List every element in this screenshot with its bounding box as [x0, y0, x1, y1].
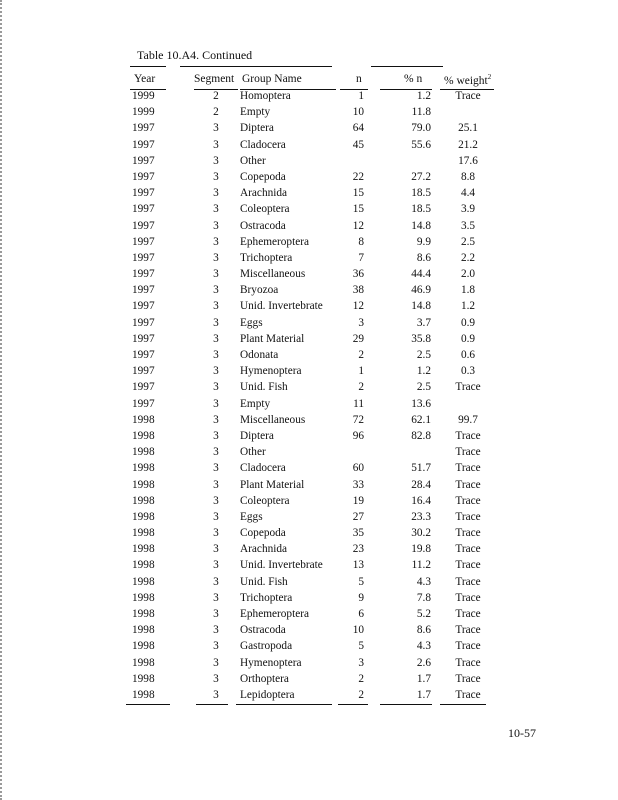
cell-year: 1998 [132, 688, 155, 701]
table-row [0, 445, 618, 461]
cell-group-name: Cladocera [240, 462, 286, 475]
cell-year: 1998 [132, 640, 155, 653]
cell-group-name: Unid. Invertebrate [240, 559, 323, 572]
cell-year: 1998 [132, 591, 155, 604]
table-row [0, 575, 618, 591]
bottom-rule [126, 704, 170, 705]
table-row [0, 186, 618, 202]
cell-group-name: Unid. Fish [240, 575, 288, 588]
cell-group-name: Eggs [240, 510, 263, 523]
cell-pct-weight: Trace [455, 527, 481, 540]
cell-n: 5 [358, 575, 364, 588]
cell-group-name: Empty [240, 397, 271, 410]
cell-pct-weight: Trace [455, 688, 481, 701]
cell-group-name: Empty [240, 106, 271, 119]
cell-pct-weight: Trace [455, 608, 481, 620]
cell-segment: 3 [213, 235, 219, 248]
cell-year: 1998 [132, 446, 155, 459]
cell-year: 1998 [132, 413, 155, 426]
cell-pct-n: 1.2 [416, 365, 431, 378]
cell-group-name: Ephemeroptera [240, 608, 310, 620]
cell-year: 1998 [132, 478, 155, 491]
cell-pct-weight: 0.9 [460, 316, 476, 329]
cell-segment: 3 [213, 494, 219, 507]
table-row [0, 672, 618, 688]
cell-year: 1997 [132, 187, 155, 200]
cell-pct-n: 2.5 [416, 349, 431, 361]
cell-group-name: Plant Material [240, 478, 305, 491]
cell-group-name: Hymenoptera [240, 656, 302, 669]
cell-group-name: Unid. Invertebrate [240, 300, 323, 313]
cell-pct-n: 51.7 [411, 462, 431, 475]
cell-pct-weight: 99.7 [458, 413, 478, 426]
cell-group-name: Orthoptera [240, 672, 289, 685]
table-row [0, 235, 618, 251]
cell-pct-weight: 3.5 [460, 219, 476, 232]
cell-pct-weight: 2.5 [460, 235, 476, 248]
cell-group-name: Lepidoptera [240, 688, 295, 701]
table-row [0, 429, 618, 445]
table-row [0, 105, 618, 121]
table-row [0, 267, 618, 283]
cell-segment: 3 [213, 575, 219, 588]
cell-pct-n: 44.4 [411, 268, 431, 281]
cell-segment: 3 [213, 559, 219, 572]
cell-year: 1998 [132, 429, 155, 442]
cell-pct-weight: Trace [455, 591, 481, 604]
cell-pct-weight: Trace [455, 381, 481, 394]
cell-segment: 3 [213, 478, 219, 491]
cell-group-name: Copepoda [240, 170, 286, 183]
cell-pct-n: 3.7 [416, 316, 431, 329]
header-pct-n: % n [404, 73, 423, 85]
cell-pct-weight: Trace [455, 640, 481, 653]
table-row [0, 251, 618, 267]
cell-pct-n: 18.5 [411, 187, 431, 200]
cell-n: 29 [352, 332, 364, 345]
cell-year: 1997 [132, 138, 155, 151]
cell-segment: 3 [213, 672, 219, 685]
cell-pct-n: 35.8 [411, 332, 431, 345]
cell-year: 1997 [132, 219, 155, 232]
cell-pct-weight: 25.1 [458, 122, 478, 135]
cell-group-name: Plant Material [240, 332, 305, 345]
cell-group-name: Other [240, 154, 266, 167]
cell-pct-weight: Trace [455, 575, 481, 588]
cell-group-name: Miscellaneous [240, 268, 306, 281]
cell-pct-n: 79.0 [411, 122, 431, 135]
cell-n: 9 [358, 591, 364, 604]
cell-year: 1997 [132, 154, 155, 167]
cell-segment: 3 [213, 251, 219, 264]
table-row [0, 542, 618, 558]
cell-segment: 3 [213, 170, 219, 183]
cell-pct-weight: 17.6 [458, 154, 478, 167]
cell-n: 8 [358, 235, 364, 248]
cell-n: 23 [352, 543, 364, 556]
cell-segment: 3 [213, 527, 219, 540]
cell-pct-weight: Trace [455, 672, 481, 685]
cell-group-name: Ostracoda [240, 219, 286, 232]
cell-pct-weight: Trace [455, 543, 481, 556]
cell-pct-n: 11.8 [411, 106, 431, 119]
cell-pct-n: 82.8 [411, 429, 431, 442]
cell-year: 1997 [132, 268, 155, 281]
cell-segment: 3 [213, 332, 219, 345]
cell-year: 1998 [132, 608, 155, 620]
cell-pct-n: 5.2 [416, 608, 431, 620]
cell-group-name: Arachnida [240, 187, 288, 200]
table-row [0, 397, 618, 413]
top-rule [130, 66, 166, 67]
table-row [0, 364, 618, 380]
cell-group-name: Miscellaneous [240, 413, 306, 426]
table-row [0, 89, 618, 105]
table-row [0, 623, 618, 639]
cell-pct-weight: 4.4 [460, 187, 476, 200]
cell-pct-n: 8.6 [416, 624, 431, 637]
header-pct-weight [444, 73, 491, 87]
cell-pct-n: 11.2 [411, 559, 431, 572]
cell-year: 1997 [132, 365, 155, 378]
table-row [0, 591, 618, 607]
cell-n: 2 [358, 672, 364, 685]
cell-pct-n: 2.5 [416, 381, 431, 394]
cell-n: 3 [358, 316, 364, 329]
cell-group-name: Bryozoa [240, 284, 279, 297]
cell-year: 1997 [132, 300, 155, 313]
cell-segment: 3 [213, 300, 219, 313]
cell-segment: 3 [213, 462, 219, 475]
cell-group-name: Eggs [240, 316, 263, 329]
cell-segment: 3 [213, 284, 219, 297]
cell-pct-n: 14.8 [411, 219, 431, 232]
cell-n: 12 [352, 300, 364, 313]
cell-pct-n: 23.3 [411, 510, 431, 523]
table-row [0, 510, 618, 526]
cell-pct-n: 16.4 [411, 494, 431, 507]
cell-n: 13 [352, 559, 364, 572]
cell-year: 1997 [132, 122, 155, 135]
cell-year: 1997 [132, 284, 155, 297]
table-row [0, 348, 618, 364]
cell-n: 72 [352, 413, 364, 426]
cell-pct-weight: 2.0 [460, 268, 476, 281]
cell-n: 11 [353, 397, 364, 410]
table-caption: Table 10.A4. Continued [137, 48, 253, 62]
cell-group-name: Ostracoda [240, 624, 286, 637]
cell-year: 1998 [132, 462, 155, 475]
cell-n: 60 [352, 462, 364, 475]
cell-group-name: Trichoptera [240, 591, 293, 604]
bottom-rule [380, 704, 432, 705]
cell-segment: 3 [213, 203, 219, 216]
cell-pct-weight: Trace [455, 656, 481, 669]
bottom-rule [196, 704, 228, 705]
cell-year: 1997 [132, 397, 155, 410]
header-pct-weight-label: % weight [444, 74, 488, 87]
cell-pct-weight: 1.2 [460, 300, 476, 313]
cell-year: 1997 [132, 235, 155, 248]
cell-pct-n: 2.6 [416, 656, 431, 669]
cell-pct-weight: 0.6 [460, 349, 476, 361]
cell-year: 1998 [132, 527, 155, 540]
cell-pct-n: 13.6 [411, 397, 431, 410]
cell-pct-n: 27.2 [411, 170, 431, 183]
footnote-marker: 2 [487, 73, 492, 81]
cell-pct-n: 9.9 [416, 235, 431, 248]
table-row [0, 283, 618, 299]
cell-n: 2 [358, 688, 364, 701]
cell-segment: 3 [213, 543, 219, 556]
cell-segment: 3 [213, 316, 219, 329]
table-row [0, 202, 618, 218]
cell-pct-weight: 0.3 [460, 365, 476, 378]
cell-year: 1998 [132, 510, 155, 523]
table-row [0, 154, 618, 170]
cell-pct-n: 46.9 [411, 284, 431, 297]
cell-n: 15 [352, 187, 364, 200]
bottom-rule [338, 704, 368, 705]
cell-n: 19 [352, 494, 364, 507]
table-row [0, 316, 618, 332]
cell-pct-n: 4.3 [416, 575, 431, 588]
top-rule [180, 66, 332, 67]
cell-pct-weight: Trace [455, 90, 481, 102]
cell-group-name: Unid. Fish [240, 381, 288, 394]
cell-segment: 3 [213, 656, 219, 669]
cell-segment: 3 [213, 365, 219, 378]
cell-group-name: Odonata [240, 349, 279, 361]
cell-pct-weight: Trace [455, 494, 481, 507]
cell-pct-weight: 1.8 [460, 284, 476, 297]
cell-year: 1999 [132, 106, 155, 119]
cell-group-name: Cladocera [240, 138, 286, 151]
cell-n: 36 [352, 268, 364, 281]
table-row [0, 413, 618, 429]
table-row [0, 558, 618, 574]
cell-n: 1 [358, 365, 364, 378]
cell-group-name: Coleoptera [240, 494, 290, 507]
cell-year: 1997 [132, 316, 155, 329]
cell-pct-weight: Trace [455, 478, 481, 491]
cell-group-name: Hymenoptera [240, 365, 302, 378]
cell-n: 45 [352, 138, 364, 151]
cell-n: 2 [358, 381, 364, 394]
cell-n: 96 [352, 429, 364, 442]
table-row [0, 219, 618, 235]
cell-n: 38 [352, 284, 364, 297]
cell-n: 10 [352, 624, 364, 637]
table-row [0, 380, 618, 396]
cell-pct-weight: Trace [455, 559, 481, 572]
cell-segment: 3 [213, 268, 219, 281]
cell-segment: 3 [213, 154, 219, 167]
cell-pct-weight: 8.8 [460, 170, 476, 183]
cell-group-name: Trichoptera [240, 251, 293, 264]
table-row [0, 138, 618, 154]
cell-n: 27 [352, 510, 364, 523]
cell-year: 1998 [132, 559, 155, 572]
table-row [0, 121, 618, 137]
cell-n: 6 [358, 608, 364, 620]
cell-year: 1997 [132, 381, 155, 394]
cell-year: 1997 [132, 332, 155, 345]
cell-segment: 3 [213, 624, 219, 637]
cell-n: 7 [358, 251, 364, 264]
cell-year: 1998 [132, 543, 155, 556]
cell-pct-weight: Trace [455, 446, 481, 459]
cell-pct-weight: Trace [455, 510, 481, 523]
cell-year: 1998 [132, 624, 155, 637]
table-body [0, 89, 618, 704]
cell-pct-n: 8.6 [416, 251, 431, 264]
cell-pct-n: 62.1 [411, 413, 431, 426]
cell-segment: 3 [213, 510, 219, 523]
cell-group-name: Gastropoda [240, 640, 293, 653]
table-row [0, 170, 618, 186]
page-number: 10-57 [508, 726, 536, 740]
cell-pct-weight: Trace [455, 624, 481, 637]
cell-pct-n: 1.2 [416, 90, 431, 102]
cell-pct-n: 28.4 [411, 478, 431, 491]
cell-n: 33 [352, 478, 364, 491]
cell-segment: 3 [213, 429, 219, 442]
cell-n: 12 [352, 219, 364, 232]
cell-n: 5 [358, 640, 364, 653]
cell-group-name: Copepoda [240, 527, 286, 540]
top-rule [371, 66, 443, 67]
cell-segment: 2 [213, 106, 219, 119]
table-row [0, 461, 618, 477]
cell-pct-weight: Trace [455, 462, 481, 475]
cell-n: 2 [358, 349, 364, 361]
cell-year: 1999 [132, 90, 155, 102]
cell-segment: 3 [213, 349, 219, 361]
cell-group-name: Diptera [240, 122, 274, 135]
table-row [0, 494, 618, 510]
cell-group-name: Other [240, 446, 266, 459]
cell-year: 1997 [132, 203, 155, 216]
cell-n: 15 [352, 203, 364, 216]
cell-group-name: Coleoptera [240, 203, 290, 216]
cell-n: 64 [352, 122, 364, 135]
table-row [0, 299, 618, 315]
cell-year: 1998 [132, 656, 155, 669]
table-row [0, 332, 618, 348]
cell-group-name: Diptera [240, 429, 274, 442]
cell-segment: 3 [213, 219, 219, 232]
cell-pct-n: 14.8 [411, 300, 431, 313]
cell-year: 1997 [132, 349, 155, 361]
cell-pct-n: 18.5 [411, 203, 431, 216]
cell-segment: 3 [213, 187, 219, 200]
table-row [0, 688, 618, 704]
header-segment: Segment [194, 73, 235, 85]
cell-year: 1997 [132, 251, 155, 264]
cell-year: 1997 [132, 170, 155, 183]
header-group-name: Group Name [242, 73, 302, 85]
table-row [0, 607, 618, 623]
cell-pct-n: 19.8 [411, 543, 431, 556]
cell-group-name: Homoptera [240, 90, 291, 102]
cell-year: 1998 [132, 672, 155, 685]
header-n: n [356, 73, 362, 85]
cell-n: 1 [358, 90, 364, 102]
cell-pct-n: 1.7 [416, 688, 431, 701]
cell-n: 10 [352, 106, 364, 119]
cell-pct-weight: 3.9 [460, 203, 476, 216]
cell-pct-n: 55.6 [411, 138, 431, 151]
cell-n: 22 [352, 170, 364, 183]
header-year: Year [134, 73, 156, 85]
cell-segment: 3 [213, 138, 219, 151]
cell-pct-n: 4.3 [416, 640, 431, 653]
cell-pct-n: 30.2 [411, 527, 431, 540]
cell-segment: 3 [213, 446, 219, 459]
cell-segment: 3 [213, 608, 219, 620]
cell-n: 35 [352, 527, 364, 540]
cell-segment: 3 [213, 397, 219, 410]
cell-pct-weight: 2.2 [460, 251, 476, 264]
cell-pct-weight: Trace [455, 429, 481, 442]
table-row [0, 478, 618, 494]
cell-segment: 3 [213, 640, 219, 653]
cell-segment: 3 [213, 413, 219, 426]
cell-segment: 3 [213, 122, 219, 135]
cell-segment: 2 [213, 90, 219, 102]
table-row [0, 656, 618, 672]
table-row [0, 526, 618, 542]
cell-year: 1998 [132, 575, 155, 588]
cell-pct-n: 7.8 [416, 591, 431, 604]
cell-segment: 3 [213, 688, 219, 701]
table-row [0, 639, 618, 655]
cell-group-name: Arachnida [240, 543, 288, 556]
bottom-rule [440, 704, 486, 705]
cell-segment: 3 [213, 381, 219, 394]
cell-pct-weight: 0.9 [460, 332, 476, 345]
cell-n: 3 [358, 656, 364, 669]
cell-year: 1998 [132, 494, 155, 507]
cell-pct-weight: 21.2 [458, 138, 478, 151]
cell-group-name: Ephemeroptera [240, 235, 310, 248]
cell-pct-n: 1.7 [416, 672, 431, 685]
cell-segment: 3 [213, 591, 219, 604]
bottom-rule [236, 704, 332, 705]
